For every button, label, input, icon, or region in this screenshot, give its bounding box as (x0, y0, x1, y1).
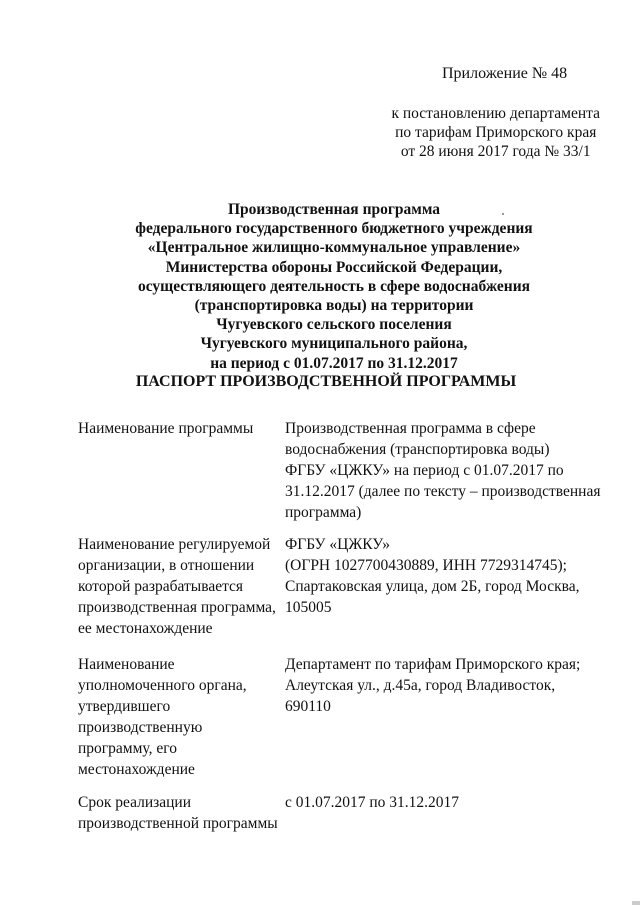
row-value-line: Производственная программа в сфере (285, 420, 536, 437)
row-label (78, 792, 283, 834)
row-value (285, 418, 610, 523)
title-line: «Центральное жилищно-коммунальное управление» (147, 239, 521, 257)
row-label-line: местонахождение (78, 761, 195, 778)
row-label-line: уполномоченного органа, (78, 677, 247, 694)
row-value-line: Спартаковская улица, дом 2Б, город Москва, (285, 578, 580, 595)
appendix-number: Приложение № 48 (442, 65, 568, 82)
row-value-line: ФГБУ «ЦЖКУ» на период с 01.07.2017 по (285, 462, 564, 479)
row-label-line: ее местонахождение (78, 620, 213, 637)
decree-reference (391, 104, 600, 161)
row-value-line: 105005 (285, 599, 332, 616)
row-label-line: Наименование (78, 656, 175, 673)
row-label-line: производственную (78, 719, 203, 736)
decree-reference-line: от 28 июня 2017 года № 33/1 (400, 143, 591, 160)
row-label-line: Срок реализации (78, 794, 191, 811)
row-value-line: с 01.07.2017 по 31.12.2017 (285, 794, 460, 811)
decree-reference-line: к постановлению департамента (391, 105, 600, 122)
decree-reference-line: по тарифам Приморского края (395, 124, 597, 141)
row-value (285, 792, 610, 813)
title-line: Министерства обороны Российской Федерации, (165, 258, 503, 276)
row-label-line: организации, в отношении (78, 557, 255, 574)
passport-heading: ПАСПОРТ ПРОИЗВОДСТВЕННОЙ ПРОГРАММЫ (135, 373, 517, 390)
row-value-line: ФГБУ «ЦЖКУ» (285, 536, 391, 553)
row-label-line: производственной программы (78, 815, 278, 832)
row-label (78, 418, 283, 439)
title-line: Производственная программа (227, 201, 441, 218)
row-label (78, 654, 283, 780)
row-value-line: водоснабжения (транспортировка воды) (285, 441, 550, 458)
title-line: Чугуевского сельского поселения (216, 316, 452, 334)
title-line: на период с 01.07.2017 по 31.12.2017 (210, 354, 458, 372)
scan-edge-mark (632, 901, 640, 905)
title-line: осуществляющего деятельность в сфере водоснабжения (137, 277, 531, 295)
row-label-line: которой разрабатывается (78, 578, 244, 595)
row-value-line: программа) (285, 504, 362, 521)
title-line: Чугуевского муниципального района, (200, 335, 468, 353)
document-title (0, 200, 640, 373)
row-label-line: Наименование программы (78, 420, 254, 437)
row-label-line: программу, его (78, 740, 177, 757)
title-line: федерального государственного бюджетного учреждения (135, 220, 533, 238)
row-value-line: (ОГРН 1027700430889, ИНН 7729314745); (285, 557, 567, 574)
row-label-line: производственная программа, (78, 599, 276, 616)
title-line: (транспортировка воды) на территории (194, 297, 474, 315)
row-value-line: 690110 (285, 698, 331, 715)
row-label (78, 534, 283, 639)
row-label-line: утвердившего (78, 698, 171, 715)
row-value-line: Департамент по тарифам Приморского края; (285, 656, 581, 673)
row-value-line: Алеутская ул., д.45а, город Владивосток, (285, 677, 556, 694)
row-value-line: 31.12.2017 (далее по тексту – производственная (285, 483, 601, 500)
row-value (285, 534, 610, 618)
row-value (285, 654, 610, 717)
row-label-line: Наименование регулируемой (78, 536, 271, 553)
